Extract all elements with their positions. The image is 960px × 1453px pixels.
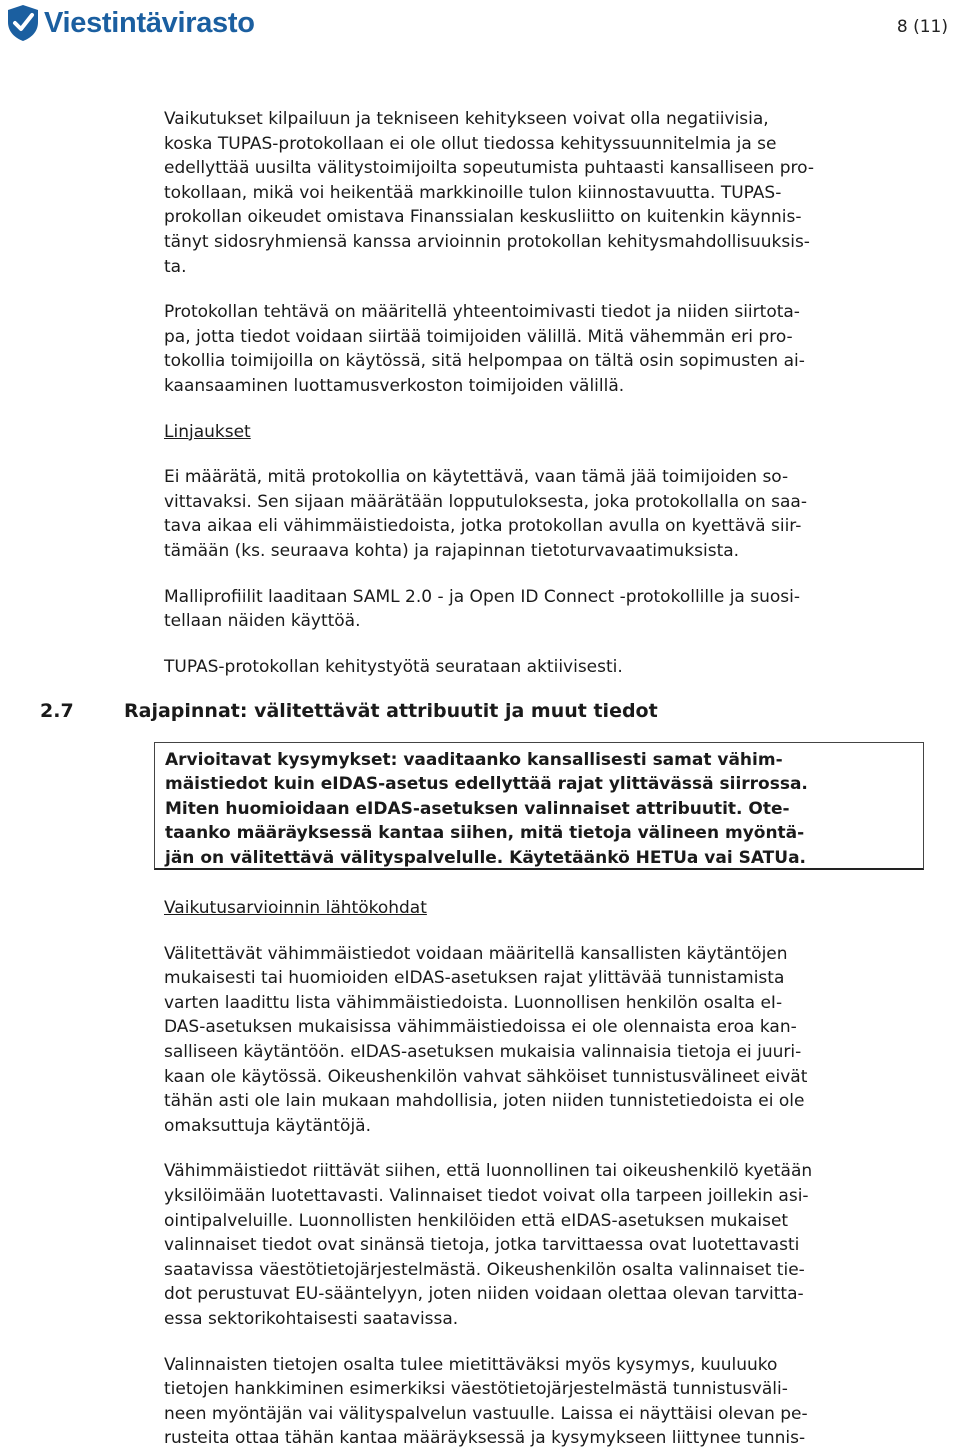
paragraph-policy: Ei määrätä, mitä protokollia on käytettävä, vaan tämä jää toimijoiden so- vittavaksi. Sen sijaan määrätään lopputuloksesta, joka protokollalla on saa- tava aikaa eli vähimmäistiedoista, jotka protokollan avulla on kyettävä siir- tämään (ks. seuraava kohta) ja rajapinnan tietoturvavaatimuksista. (164, 467, 807, 561)
paragraph-minimum-data: Välitettävät vähimmäistiedot voidaan määritellä kansallisten käytäntöjen mukaisesti tai huomioiden eIDAS-asetuksen rajat ylittävää tunnistamista varten laadittu lista vähimmäistiedoista. Luonnollisen henkilön osalta eI- DAS-asetuksen mukaisissa vähimmäistiedoissa ei ole olennaista eroa kan- salliseen käytäntöön. eIDAS-asetuksen mukaisia valinnaisia tietoja ei juuri- kaan ole käytössä. Oikeushenkilön vahvat sähköiset tunnistusvälineet eivät tähän asti ole lain mukaan mahdollisia, joten niiden tunnistetiedoista ei ole omaksuttuja käytäntöjä. (164, 943, 808, 1136)
body-text-lower (164, 896, 944, 1451)
paragraph-protocol-task: Protokollan tehtävä on määritellä yhteentoimivasti tiedot ja niiden siirtota- pa, jotta tiedot voidaan siirtää toimijoiden välillä. Mitä vähemmän eri pro- tokollia toimijoilla on käytössä, sitä helpompaa on tältä osin sopimusten ai- kaansaaminen luottamusverkoston toimijoiden välillä. (164, 302, 805, 396)
page-header (0, 0, 960, 60)
paragraph-optional-data: Valinnaisten tietojen osalta tulee mietittäväksi myös kysymys, kuuluuko tietojen hankkiminen esimerkiksi väestötietojärjestelmästä tunnistusväli- neen myöntäjän vai välityspalvelun vastuulle. Laissa ei näyttäisi olevan pe- rusteita ottaa tähän kantaa määräyksessä ja kysymykseen liittynee tunnis- (164, 1354, 808, 1449)
section-title: Rajapinnat: välitettävät attribuutit ja muut tiedot (124, 700, 658, 722)
question-box-text: Arvioitavat kysymykset: vaaditaanko kansallisesti samat vähim- mäistiedot kuin eIDAS-asetus edellyttää rajat ylittävässä siirrossa. Miten huomioidaan eIDAS-asetuksen valinnaiset attribuutit. Ote- taanko määräyksessä kantaa siihen, mitä tietoja välineen myöntä- jän on välitettävä välityspalvelulle. Käytetäänkö HETUa vai SATUa. (165, 750, 808, 868)
paragraph-model-profiles: Malliprofiilit laaditaan SAML 2.0 - ja Open ID Connect -protokollille ja suosi- tellaan näiden käyttöä. (164, 586, 800, 632)
paragraph-competition: Vaikutukset kilpailuun ja tekniseen kehitykseen voivat olla negatiivisia, koska TUPAS-protokollaan ei ole ollut tiedossa kehityssuunnitelmia ja se edellyttää uusilta välitystoimijoilta sopeutumista puhtaasti kansalliseen pro- tokollaan, mikä voi heikentää markkinoille tulon kiinnostavuutta. TUPAS- prokollan oikeudet omistava Finanssialan keskusliitto on kuitenkin käynnis- tänyt sidosryhmiensä kanssa arvioinnin protokollan kehitysmahdollisuuksis- ta. (164, 109, 814, 277)
question-box (154, 742, 924, 870)
section-number: 2.7 (40, 700, 74, 722)
paragraph-identification: Vähimmäistiedot riittävät siihen, että luonnollinen tai oikeushenkilö kyetään yksilöimään luotettavasti. Valinnaiset tiedot voivat olla tarpeen joillekin asi- ointipalveluille. Luonnollisten henkilöiden että eIDAS-asetuksen mukaiset valinnaiset tiedot ovat sinänsä tietoja, jotka tarvittaessa ovat luotettavasti saatavissa väestötietojärjestelmästä. Oikeushenkilön osalta valinnaiset tie- dot perustuvat EU-sääntelyyn, joten niiden voidaan olettaa olevan tarvitta- essa sektorikohtaisesti saatavissa. (164, 1161, 813, 1329)
section-heading (40, 700, 920, 722)
heading-impact-basis: Vaikutusarvioinnin lähtökohdat (164, 898, 427, 918)
logo (6, 4, 255, 42)
logo-text: Viestintävirasto (44, 6, 255, 39)
heading-linjaukset: Linjaukset (164, 421, 251, 442)
shield-checkmark-icon (6, 4, 40, 42)
paragraph-tupas-follow: TUPAS-protokollan kehitystyötä seurataan aktiivisesti. (164, 656, 623, 677)
page-number: 8 (11) (896, 17, 948, 37)
body-text-upper (164, 107, 944, 679)
